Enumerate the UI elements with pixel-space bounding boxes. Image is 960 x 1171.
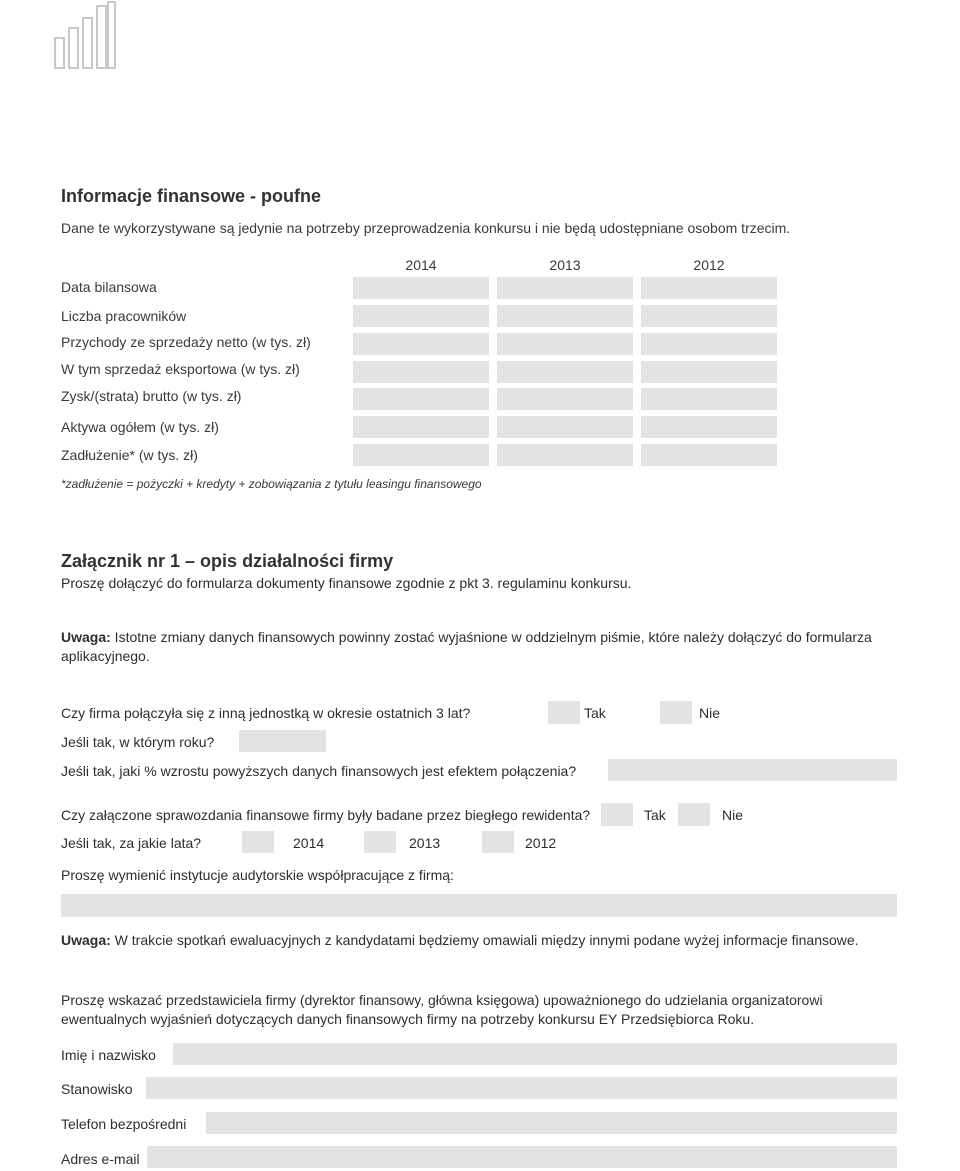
annex-instruction: Proszę dołączyć do formularza dokumenty finansowe zgodnie z pkt 3. regulaminu konkursu. <box>61 575 632 591</box>
audit-year-2013-label: 2013 <box>409 835 441 851</box>
annex-title: Załącznik nr 1 – opis działalności firmy <box>61 551 394 571</box>
input-total-assets-2014[interactable] <box>353 416 489 438</box>
input-employees-2013[interactable] <box>497 305 633 327</box>
auditors-input[interactable] <box>61 894 897 917</box>
input-balance-date-2013[interactable] <box>497 277 633 299</box>
input-gross-profit-2012[interactable] <box>641 388 777 410</box>
merge-yes-checkbox[interactable] <box>548 701 580 724</box>
merge-year-input[interactable] <box>239 730 326 752</box>
row-label-balance-date: Data bilansowa <box>61 279 157 295</box>
auditors-question: Proszę wymienić instytucje audytorskie współpracujące z firmą: <box>61 867 454 883</box>
row-label-employees: Liczba pracowników <box>61 308 187 324</box>
contact-email-label: Adres e-mail <box>61 1151 140 1167</box>
contact-name-label: Imię i nazwisko <box>61 1047 156 1063</box>
evaluation-note-label: Uwaga: <box>61 932 111 948</box>
evaluation-note-text: W trakcie spotkań ewaluacyjnych z kandydatami będziemy omawiali między innymi podane wyżej informacje finansowe. <box>110 932 859 948</box>
contact-intro: Proszę wskazać przedstawiciela firmy (dyrektor finansowy, główna księgowa) upoważnionego do udzielania organizatorowi ewentualnych wyjaśnień dotyczących danych finansowych firmy na potrzeby konkursu EY Przedsiębiorca Roku. <box>61 992 823 1027</box>
merge-no-label: Nie <box>699 705 721 721</box>
contact-email-input[interactable] <box>147 1146 897 1168</box>
year-header-2013: 2013 <box>549 257 581 273</box>
year-header-2014: 2014 <box>405 257 437 273</box>
contact-name-input[interactable] <box>173 1043 897 1065</box>
audit-no-checkbox[interactable] <box>678 803 710 826</box>
input-export-sales-2012[interactable] <box>641 361 777 383</box>
finance-intro: Dane te wykorzystywane są jedynie na potrzeby przeprowadzenia konkursu i nie będą udostępniane osobom trzecim. <box>61 220 791 236</box>
merge-question: Czy firma połączyła się z inną jednostką w okresie ostatnich 3 lat? <box>61 705 471 721</box>
input-export-sales-2013[interactable] <box>497 361 633 383</box>
contact-position-input[interactable] <box>146 1077 897 1099</box>
input-gross-profit-2014[interactable] <box>353 388 489 410</box>
audit-year-2014-checkbox[interactable] <box>242 831 274 853</box>
merge-year-question: Jeśli tak, w którym roku? <box>61 734 215 750</box>
evaluation-note <box>61 931 859 949</box>
finance-title: Informacje finansowe - poufne <box>61 186 322 206</box>
input-employees-2014[interactable] <box>353 305 489 327</box>
input-debt-2013[interactable] <box>497 444 633 466</box>
audit-no-label: Nie <box>722 807 744 823</box>
input-net-sales-2013[interactable] <box>497 333 633 355</box>
audit-years-question: Jeśli tak, za jakie lata? <box>61 835 202 851</box>
contact-phone-label: Telefon bezpośredni <box>61 1116 187 1132</box>
input-net-sales-2014[interactable] <box>353 333 489 355</box>
contact-phone-input[interactable] <box>206 1112 897 1134</box>
input-balance-date-2014[interactable] <box>353 277 489 299</box>
input-balance-date-2012[interactable] <box>641 277 777 299</box>
merge-yes-label: Tak <box>584 705 606 721</box>
contact-position-label: Stanowisko <box>61 1081 133 1097</box>
audit-year-2013-checkbox[interactable] <box>364 831 396 853</box>
input-gross-profit-2013[interactable] <box>497 388 633 410</box>
input-debt-2012[interactable] <box>641 444 777 466</box>
audit-yes-label: Tak <box>644 807 666 823</box>
row-label-gross-profit: Zysk/(strata) brutto (w tys. zł) <box>61 388 242 404</box>
merge-percent-input[interactable] <box>608 759 897 781</box>
input-export-sales-2014[interactable] <box>353 361 489 383</box>
annex-note-text: Istotne zmiany danych finansowych powinny zostać wyjaśnione w oddzielnym piśmie, które należy dołączyć do formularza aplikacyjnego. <box>61 629 872 664</box>
audit-yes-checkbox[interactable] <box>601 803 633 826</box>
annex-note-label: Uwaga: <box>61 629 111 645</box>
audit-year-2012-label: 2012 <box>525 835 557 851</box>
row-label-export-sales: W tym sprzedaż eksportowa (w tys. zł) <box>61 361 300 377</box>
audit-year-2012-checkbox[interactable] <box>482 831 514 853</box>
year-header-2012: 2012 <box>693 257 725 273</box>
input-total-assets-2012[interactable] <box>641 416 777 438</box>
input-total-assets-2013[interactable] <box>497 416 633 438</box>
debt-footnote: *zadłużenie = pożyczki + kredyty + zobowiązania z tytułu leasingu finansowego <box>61 477 482 491</box>
row-label-debt: Zadłużenie* (w tys. zł) <box>61 447 198 463</box>
row-label-total-assets: Aktywa ogółem (w tys. zł) <box>61 419 219 435</box>
row-label-net-sales: Przychody ze sprzedaży netto (w tys. zł) <box>61 334 311 350</box>
input-net-sales-2012[interactable] <box>641 333 777 355</box>
input-debt-2014[interactable] <box>353 444 489 466</box>
merge-no-checkbox[interactable] <box>660 701 692 724</box>
annex-note <box>61 628 901 666</box>
merge-percent-question: Jeśli tak, jaki % wzrostu powyższych danych finansowych jest efektem połączenia? <box>61 763 577 779</box>
audit-question: Czy załączone sprawozdania finansowe firmy były badane przez biegłego rewidenta? <box>61 807 591 823</box>
bar-chart-logo-icon <box>50 0 120 70</box>
input-employees-2012[interactable] <box>641 305 777 327</box>
audit-year-2014-label: 2014 <box>293 835 325 851</box>
